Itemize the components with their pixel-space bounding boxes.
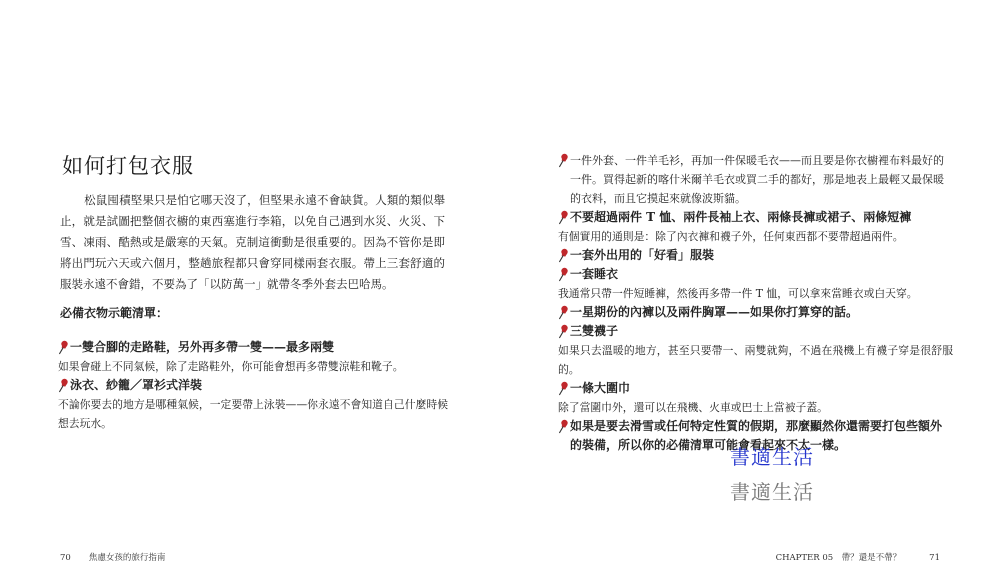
pushpin-icon	[58, 340, 69, 355]
list-item	[558, 322, 953, 379]
item-heading	[558, 246, 953, 265]
item-heading-text: 一條大圍巾	[570, 381, 631, 395]
checklist-right	[558, 151, 953, 455]
item-body: 我通常只帶一件短睡褲，然後再多帶一件 T 恤，可以拿來當睡衣或白天穿。	[558, 287, 918, 300]
list-item	[558, 151, 953, 208]
footer-left	[60, 551, 165, 563]
item-heading-text: 如果是要去滑雪或任何特定性質的假期，那麼顯然你還需要打包些額外的裝備，所以你的必備清單可能會看起來不太一樣。	[570, 419, 943, 452]
checklist-left	[58, 338, 448, 433]
item-body: 除了當圍巾外，還可以在飛機、火車或巴士上當被子蓋。	[558, 401, 828, 414]
pushpin-icon	[558, 210, 569, 225]
page-title: 如何打包衣服	[62, 154, 194, 178]
list-item	[58, 376, 448, 433]
item-heading	[558, 208, 953, 227]
list-item	[58, 338, 448, 376]
item-heading	[58, 376, 448, 395]
page-number: 71	[929, 553, 940, 563]
item-heading-text: 三雙襪子	[570, 324, 619, 338]
chapter-title: CHAPTER 05 帶？還是不帶？	[775, 553, 902, 563]
brand-watermark-gray: 書適生活	[730, 480, 814, 504]
list-item	[558, 303, 953, 322]
item-heading	[58, 338, 448, 357]
checklist-title: 必備衣物示範清單：	[60, 306, 169, 320]
item-body: 如果會碰上不同氣候，除了走路鞋外，你可能會想再多帶雙涼鞋和靴子。	[58, 360, 404, 373]
pushpin-icon	[558, 248, 569, 263]
item-heading	[558, 322, 953, 341]
footer-right	[776, 551, 940, 563]
list-item	[558, 208, 953, 246]
pushpin-icon	[558, 153, 569, 168]
page-number: 70	[60, 553, 71, 563]
pushpin-icon	[558, 419, 569, 434]
intro-text: 松鼠囤積堅果只是怕它哪天沒了，但堅果永遠不會缺貨。人類的類似舉止，就是試圖把整個衣櫥的東西塞進行李箱，以免自己遇到水災、火災、下雪、凍雨、酷熱或是嚴寒的天氣。克制這衝動是很重要的。因為不管你是即將出門玩六天或六個月，整趟旅程都只會穿同樣兩套衣服。帶上三套舒適的服裝永遠不會錯，不要為了「以防萬一」就帶冬季外套去巴哈馬。	[60, 193, 445, 291]
pushpin-icon	[58, 378, 69, 393]
item-heading	[558, 265, 953, 284]
item-body: 如果只去溫暖的地方，甚至只要帶一、兩雙就夠，不過在飛機上有襪子穿是很舒服的。	[558, 344, 953, 376]
list-item	[558, 379, 953, 417]
item-body: 不論你要去的地方是哪種氣候，一定要帶上泳裝——你永遠不會知道自己什麼時候想去玩水。	[58, 398, 448, 430]
item-heading-text: 一雙合腳的走路鞋，另外再多帶一雙——最多兩雙	[70, 340, 335, 354]
item-heading	[558, 379, 953, 398]
item-heading-text: 一套睡衣	[570, 267, 619, 281]
pushpin-icon	[558, 305, 569, 320]
pushpin-icon	[558, 267, 569, 282]
brand-watermark-blue: 書適生活	[730, 445, 814, 469]
list-item	[558, 246, 953, 265]
item-heading-text: 一星期份的內褲以及兩件胸罩——如果你打算穿的話。	[570, 305, 859, 319]
running-title: 焦慮女孩的旅行指南	[88, 553, 166, 563]
item-heading	[558, 151, 953, 208]
intro-paragraph	[60, 190, 445, 295]
item-heading-text: 泳衣、紗籠／罩衫式洋裝	[70, 378, 203, 392]
item-heading	[558, 303, 953, 322]
pushpin-icon	[558, 324, 569, 339]
list-item	[558, 265, 953, 303]
item-heading-text: 一件外套、一件羊毛衫，再加一件保暖毛衣——而且要是你衣櫥裡布料最好的一件。買得起新的喀什米爾羊毛衣或買二手的都好，那是地表上最輕又最保暖的衣料，而且它摸起來就像波斯貓。	[570, 154, 944, 205]
item-body: 有個實用的通則是：除了內衣褲和襪子外，任何東西都不要帶超過兩件。	[558, 230, 904, 243]
pushpin-icon	[558, 381, 569, 396]
item-heading-text: 一套外出用的「好看」服裝	[570, 248, 715, 262]
right-page	[500, 0, 1000, 588]
item-heading-text: 不要超過兩件 T 恤、兩件長袖上衣、兩條長褲或裙子、兩條短褲	[570, 210, 912, 224]
